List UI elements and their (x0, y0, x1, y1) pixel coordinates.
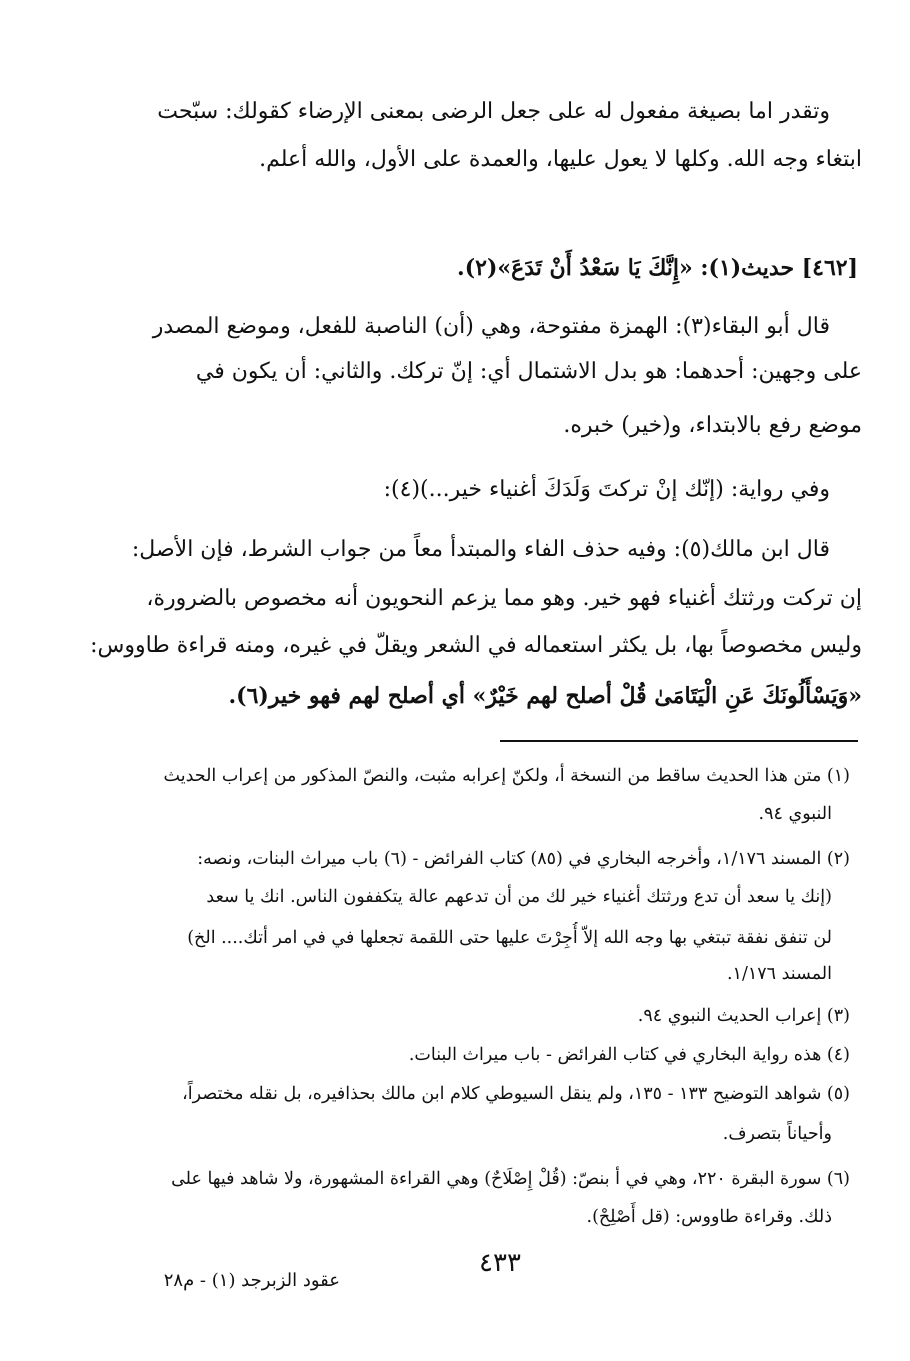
hadith-heading: [٤٦٢] حديث(١): «إِنَّكَ يَا سَعْدُ أَنْ تَدَعَ»(٢). (457, 255, 858, 281)
body-line: قال أبو البقاء(٣): الهمزة مفتوحة، وهي (أن) الناصبة للفعل، وموضع المصدر (152, 314, 830, 339)
body-line: قال ابن مالك(٥): وفيه حذف الفاء والمبتدأ معاً من جواب الشرط، فإن الأصل: (131, 537, 830, 562)
footnote-line: ذلك. وقراءة طاووس: (قل أَصْلِحْ). (586, 1207, 832, 1227)
page-number: ٤٣٣ (479, 1248, 521, 1278)
footnote-line: (٥) شواهد التوضيح ١٣٣ - ١٣٥، ولم ينقل السيوطي كلام ابن مالك بحذافيره، بل نقله مختصراً، (182, 1084, 850, 1104)
body-line: وليس مخصوصاً بها، بل يكثر استعماله في الشعر ويقلّ في غيره، ومنه قراءة طاووس: (90, 633, 862, 658)
footnote-line: (٤) هذه رواية البخاري في كتاب الفرائض - باب ميراث البنات. (408, 1045, 850, 1065)
body-line: على وجهين: أحدهما: هو بدل الاشتمال أي: إنّ تركك. والثاني: أن يكون في (195, 359, 862, 384)
body-line: ابتغاء وجه الله. وكلها لا يعول عليها، والعمدة على الأول، والله أعلم. (259, 147, 862, 172)
footnote-line: (إنك يا سعد أن تدع ورثتك أغنياء خير لك من أن تدعهم عالة يتكففون الناس. انك يا سعد (206, 887, 832, 907)
footnote-line: (٣) إعراب الحديث النبوي ٩٤. (637, 1006, 850, 1026)
body-line: وتقدر اما بصيغة مفعول له على جعل الرضى بمعنى الإرضاء كقولك: سبّحت (157, 99, 830, 124)
footnote-line: لن تنفق نفقة تبتغي بها وجه الله إلاّ أُجِرْتَ عليها حتى اللقمة تجعلها في في امر أتك.... الخ) (187, 928, 832, 948)
quran-verse-line: «وَيَسْأَلُونَكَ عَنِ الْيَتَامَىٰ قُلْ أصلح لهم خَيْرٌ» أي أصلح لهم فهو خير(٦). (228, 683, 862, 709)
footnote-line: (٢) المسند ١/١٧٦، وأخرجه البخاري في (٨٥) كتاب الفرائض - (٦) باب ميراث البنات، ونصه: (197, 849, 850, 869)
footnote-line: (١) متن هذا الحديث ساقط من النسخة أ، ولكنّ إعرابه مثبت، والنصّ المذكور من إعراب الحديث (163, 766, 850, 786)
footnote-line: النبوي ٩٤. (758, 804, 832, 824)
running-footer: عقود الزبرجد (١) - م٢٨ (163, 1270, 340, 1291)
body-line: وفي رواية: (إنّك إنْ تركتَ وَلَدَكَ أغنياء خير...)(٤): (383, 477, 830, 502)
footnote-separator (500, 740, 858, 742)
footnote-line: وأحياناً بتصرف. (722, 1124, 832, 1144)
body-line: إن تركت ورثتك أغنياء فهو خير. وهو مما يزعم النحويون أنه مخصوص بالضرورة، (146, 586, 862, 611)
footnote-line: (٦) سورة البقرة ٢٢٠، وهي في أ بنصّ: (قُلْ إِصْلَاحٌ) وهي القراءة المشهورة، ولا شاهد فيها على (171, 1169, 850, 1189)
footnote-line: المسند ١/١٧٦. (726, 964, 832, 984)
body-line: موضع رفع بالابتداء، و(خير) خبره. (563, 413, 862, 438)
